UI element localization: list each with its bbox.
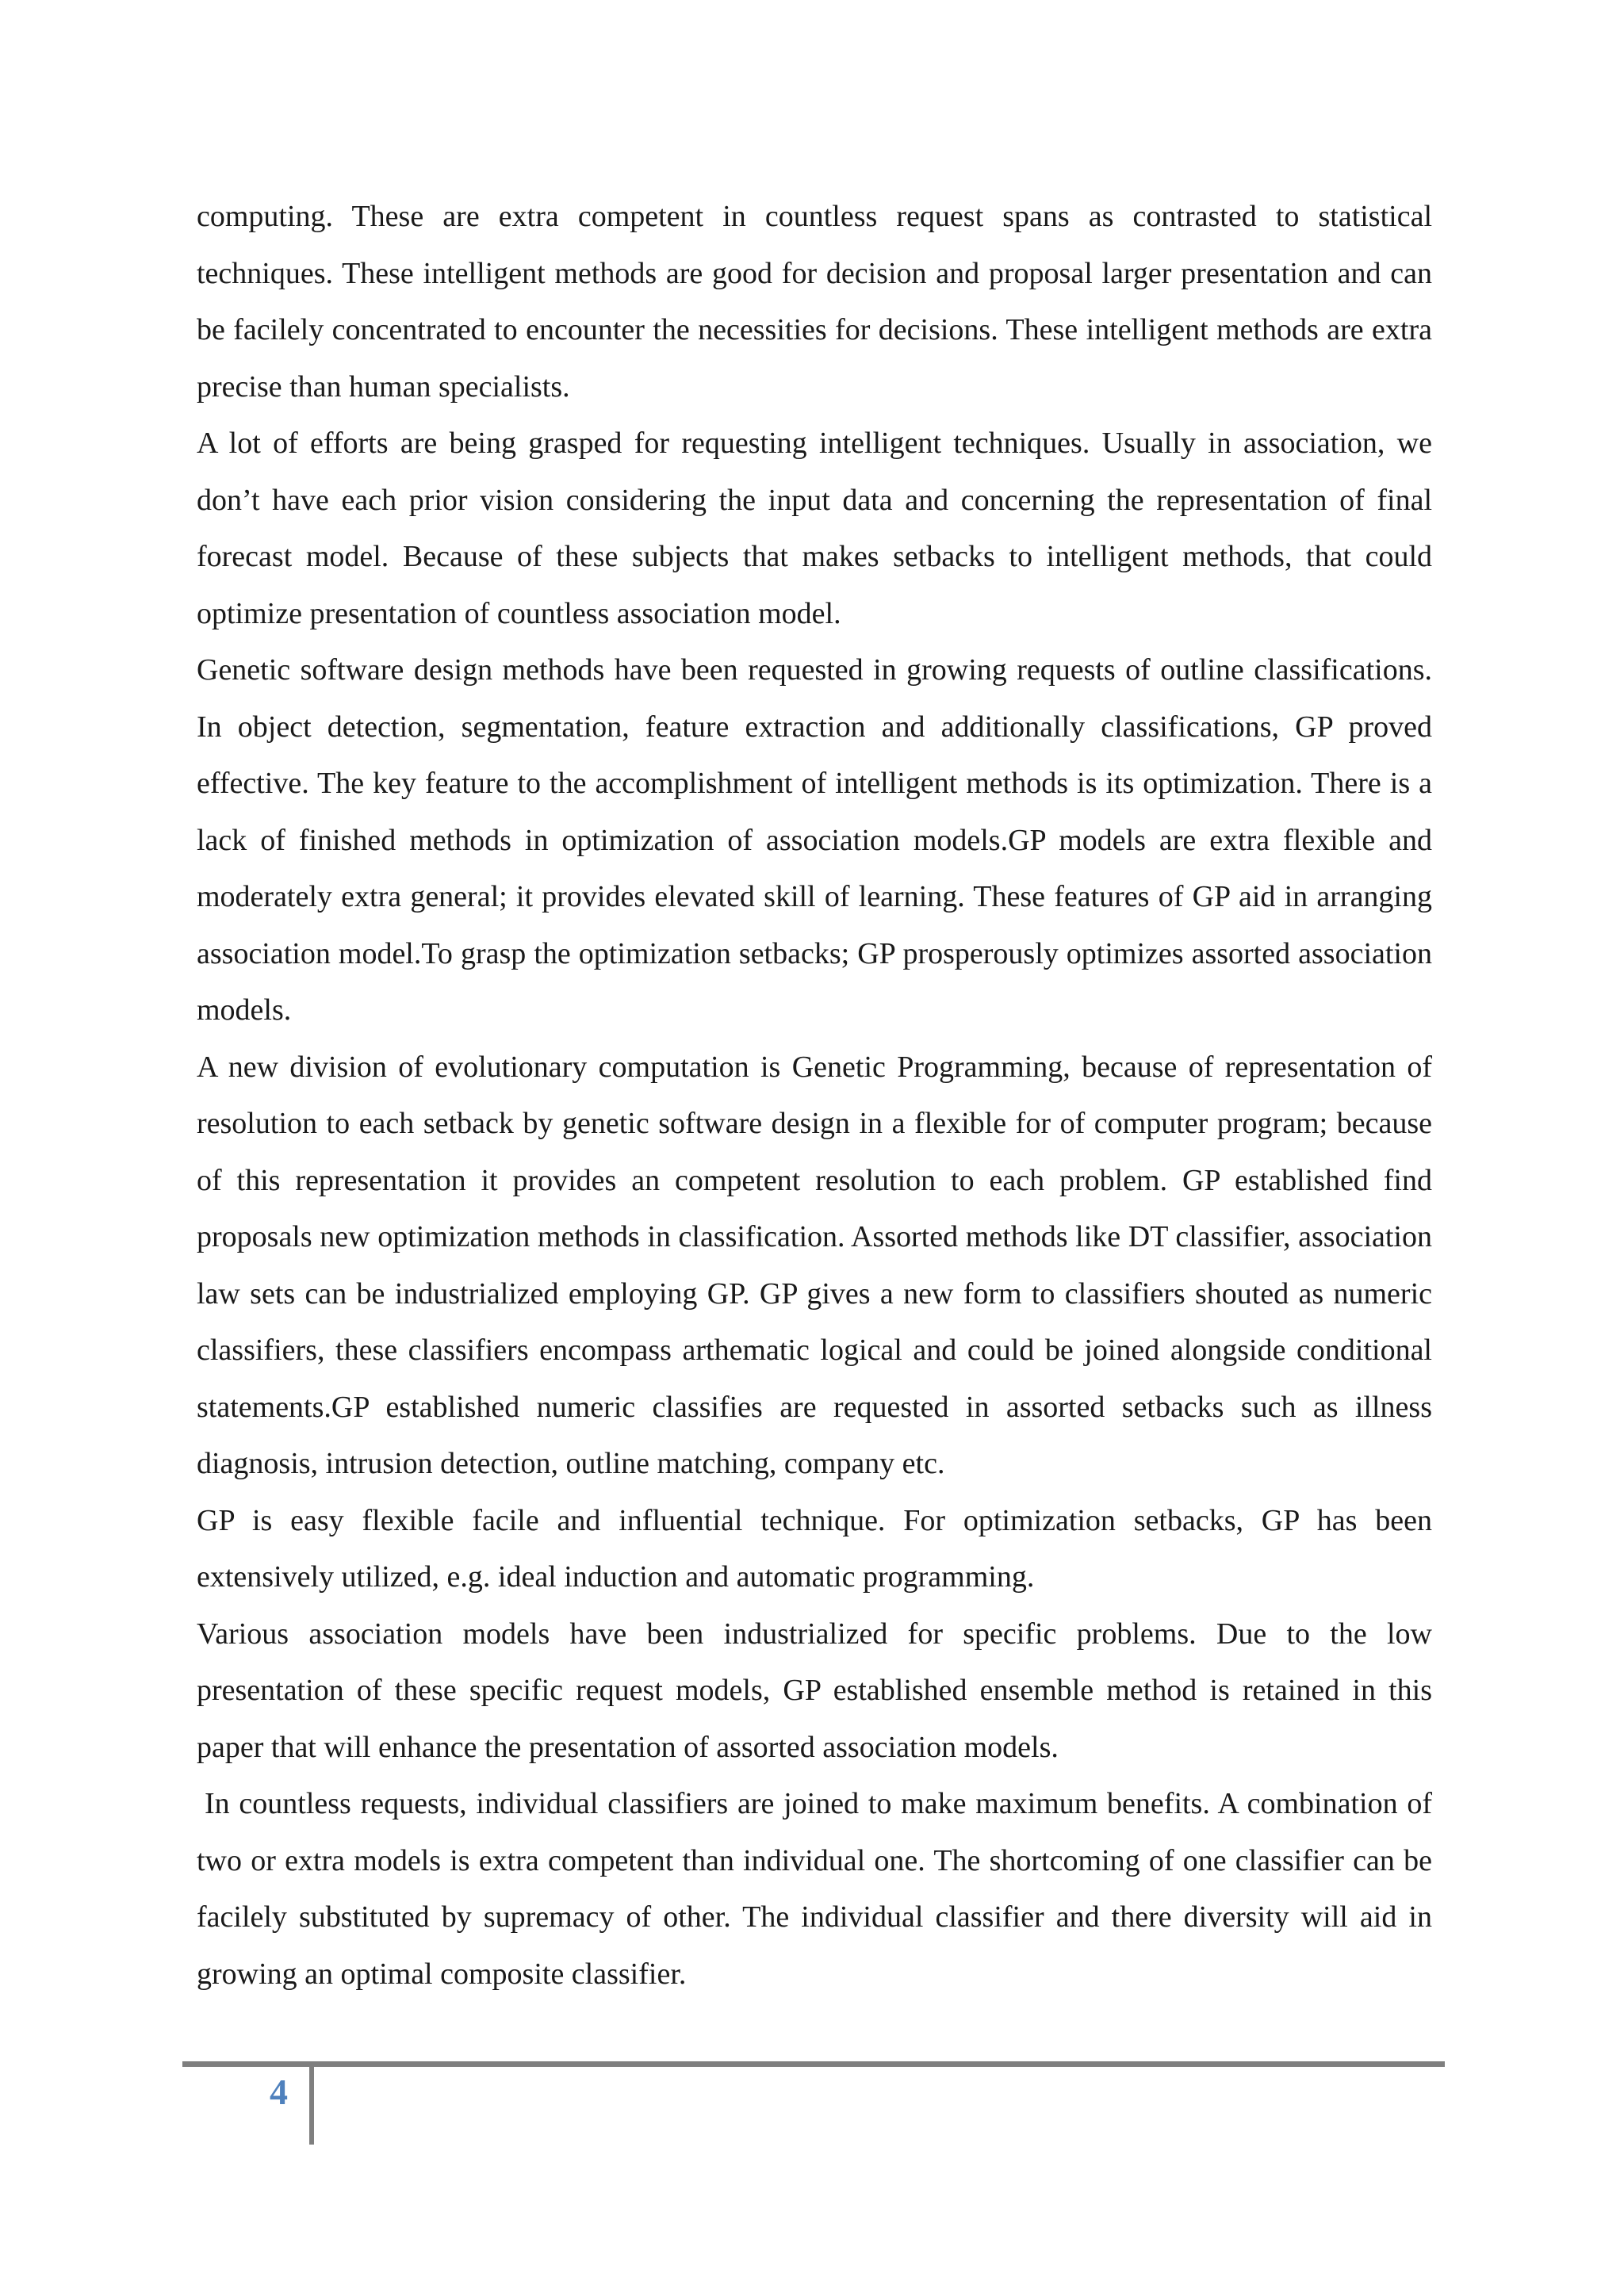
paragraph: In countless requests, individual classifiers are joined to make maximum benefits. A combination of two or extra models is extra competent than individual one. The shortcoming of one classifier can be facilely substituted by supremacy of other. The individual classifier and there diversity will aid in growing an optimal composite classifier. [197,1787,1432,1991]
paragraph: GP is easy flexible facile and influential technique. For optimization setbacks, GP has been extensively utilized, e.g. ideal induction and automatic programming. [197,1503,1432,1594]
footer-rule [182,2061,1445,2067]
paragraph: Genetic software design methods have been requested in growing requests of outline classifications. In object detection, segmentation, feature extraction and additionally classifications, GP proved effective. The key feature to the accomplishment of intelligent methods is its optimization. There is a lack of finished methods in optimization of association models.GP models are extra flexible and moderately extra general; it provides elevated skill of learning. These features of GP aid in arranging association model.To grasp the optimization setbacks; GP prosperously optimizes assorted association models. [197,653,1432,1027]
page-number: 4 [270,2072,288,2112]
paragraph: computing. These are extra competent in countless request spans as contrasted to statistical techniques. These intelligent methods are good for decision and proposal larger presentation and can be facilely concentrated to encounter the necessities for decisions. These intelligent methods are extra precise than human specialists. [197,200,1432,404]
body-text [197,189,1432,2003]
paragraph: A new division of evolutionary computation is Genetic Programming, because of representation of resolution to each setback by genetic software design in a flexible for of computer program; because of this representation it provides an competent resolution to each problem. GP established find proposals new optimization methods in classification. Assorted methods like DT classifier, association law sets can be industrialized employing GP. GP gives a new form to classifiers shouted as numeric classifiers, these classifiers encompass arthematic logical and could be joined alongside conditional statements.GP established numeric classifies are requested in assorted setbacks such as illness diagnosis, intrusion detection, outline matching, company etc. [197,1050,1432,1480]
paragraph: Various association models have been industrialized for specific problems. Due to the low presentation of these specific request models, GP established ensemble method is retained in this paper that will enhance the presentation of assorted association models. [197,1617,1432,1764]
footer-divider [309,2067,314,2145]
paragraph: A lot of efforts are being grasped for requesting intelligent techniques. Usually in association, we don’t have each prior vision considering the input data and concerning the representation of final forecast model. Because of these subjects that makes setbacks to intelligent methods, that could optimize presentation of countless association model. [197,427,1432,630]
